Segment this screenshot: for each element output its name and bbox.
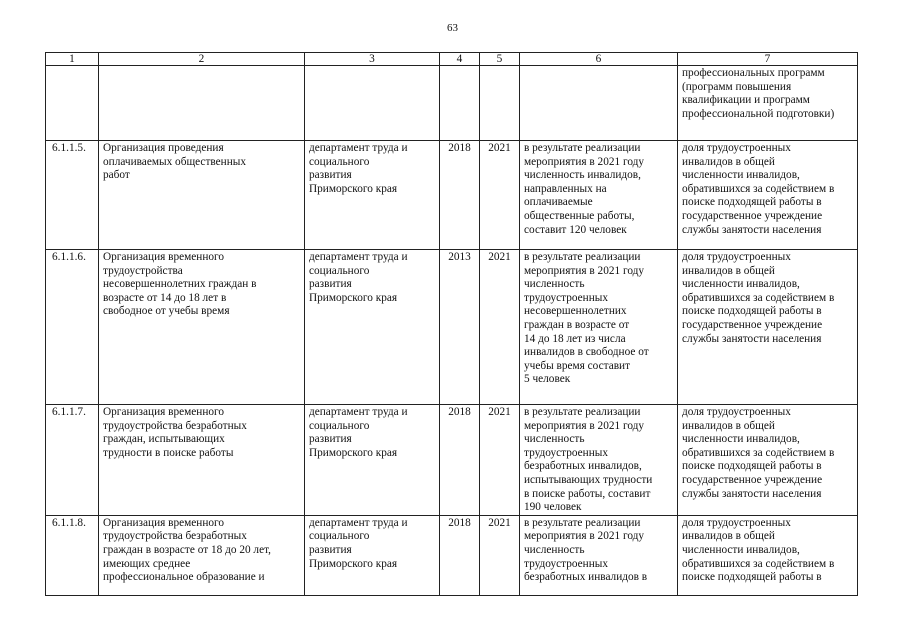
- cell-result: в результате реализации мероприятия в 2021 году численность трудоустроенных несовершеннолетних граждан в возрасте от 14 до 18 лет из числа инвалидов в свободное от учебы время составит 5 человек: [520, 250, 678, 405]
- cell-num: 6.1.1.6.: [46, 250, 99, 405]
- cell-result: в результате реализации мероприятия в 2021 году численность трудоустроенных безработных инвалидов в: [520, 515, 678, 595]
- cell-indicator: доля трудоустроенных инвалидов в общей численности инвалидов, обратившихся за содействием в поиске подходящей работы в государственное учреждение службы занятости населения: [678, 141, 858, 250]
- cell-start: [440, 66, 480, 141]
- cell-end: 2021: [480, 141, 520, 250]
- column-header: 2: [99, 53, 305, 66]
- column-header: 7: [678, 53, 858, 66]
- cell-name: Организация временного трудоустройства безработных граждан, испытывающих трудности в поиске работы: [99, 405, 305, 516]
- cell-name: Организация проведения оплачиваемых общественных работ: [99, 141, 305, 250]
- table-row: [46, 405, 858, 516]
- cell-indicator: доля трудоустроенных инвалидов в общей численности инвалидов, обратившихся за содействием в поиске подходящей работы в: [678, 515, 858, 595]
- cell-result: [520, 66, 678, 141]
- cell-executor: департамент труда и социального развития Приморского края: [305, 515, 440, 595]
- cell-end: [480, 66, 520, 141]
- cell-name: Организация временного трудоустройства безработных граждан в возрасте от 18 до 20 лет, имеющих среднее профессиональное образование и: [99, 515, 305, 595]
- cell-executor: департамент труда и социального развития Приморского края: [305, 250, 440, 405]
- page-number: 63: [447, 22, 458, 34]
- cell-executor: департамент труда и социального развития Приморского края: [305, 405, 440, 516]
- cell-indicator: доля трудоустроенных инвалидов в общей численности инвалидов, обратившихся за содействием в поиске подходящей работы в государственное учреждение службы занятости населения: [678, 405, 858, 516]
- column-header: 5: [480, 53, 520, 66]
- cell-num: 6.1.1.5.: [46, 141, 99, 250]
- cell-indicator: доля трудоустроенных инвалидов в общей численности инвалидов, обратившихся за содействием в поиске подходящей работы в государственное учреждение службы занятости населения: [678, 250, 858, 405]
- header-row: [46, 53, 858, 66]
- continuation-row: [46, 66, 858, 141]
- cell-name: [99, 66, 305, 141]
- cell-start: 2013: [440, 250, 480, 405]
- measures-table: [45, 52, 858, 596]
- column-header: 4: [440, 53, 480, 66]
- table-row: [46, 141, 858, 250]
- cell-name: Организация временного трудоустройства несовершеннолетних граждан в возрасте от 14 до 18 лет в свободное от учебы время: [99, 250, 305, 405]
- cell-num: 6.1.1.7.: [46, 405, 99, 516]
- cell-executor: [305, 66, 440, 141]
- column-header: 3: [305, 53, 440, 66]
- cell-num: [46, 66, 99, 141]
- cell-end: 2021: [480, 515, 520, 595]
- column-header: 6: [520, 53, 678, 66]
- cell-start: 2018: [440, 141, 480, 250]
- table-row: [46, 250, 858, 405]
- table-row: [46, 515, 858, 595]
- cell-executor: департамент труда и социального развития Приморского края: [305, 141, 440, 250]
- cell-end: 2021: [480, 250, 520, 405]
- column-header: 1: [46, 53, 99, 66]
- cell-num: 6.1.1.8.: [46, 515, 99, 595]
- cell-indicator: профессиональных программ (программ повышения квалификации и программ профессиональной подготовки): [678, 66, 858, 141]
- cell-result: в результате реализации мероприятия в 2021 году численность трудоустроенных безработных инвалидов, испытывающих трудности в поиске работы, составит 190 человек: [520, 405, 678, 516]
- cell-end: 2021: [480, 405, 520, 516]
- cell-start: 2018: [440, 515, 480, 595]
- cell-start: 2018: [440, 405, 480, 516]
- cell-result: в результате реализации мероприятия в 2021 году численность инвалидов, направленных на оплачиваемые общественные работы, составит 120 человек: [520, 141, 678, 250]
